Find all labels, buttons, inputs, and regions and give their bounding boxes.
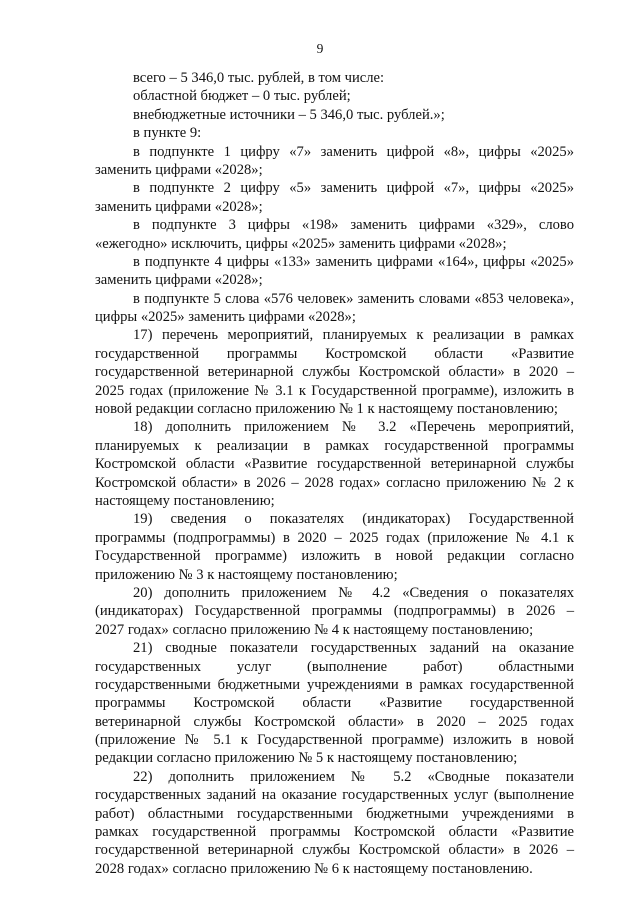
text-line: «ежегодно» исключить, цифры «2025» заменить цифрами «2028»;	[95, 235, 507, 252]
document-body	[95, 69, 574, 878]
text-line: новой редакции согласно приложению № 1 к настоящему постановлению;	[95, 401, 558, 418]
text-line: государственной ветеринарной службы Костромской области» в 2020 –	[95, 364, 574, 381]
text-line: (индикаторах) Государственной программы (подпрограммы) в 2026 –	[95, 603, 574, 620]
text-line: редакции согласно приложению № 5 к настоящему постановлению;	[95, 750, 518, 767]
text-line: 21) сводные показатели государственных заданий на оказание	[133, 640, 574, 657]
text-line: 18) дополнить приложением № 3.2 «Перечень мероприятий,	[133, 419, 574, 436]
text-line: всего – 5 346,0 тыс. рублей, в том числе:	[133, 70, 385, 86]
text-line: государственными бюджетными учреждениями в рамках государственной	[95, 676, 574, 693]
text-line: 17) перечень мероприятий, планируемых к реализации в рамках	[133, 327, 574, 344]
page-number: 9	[316, 41, 324, 56]
text-line: Костромской области «Развитие государственной ветеринарной службы	[95, 456, 574, 473]
text-line: в подпункте 5 слова «576 человек» заменить словами «853 человека»,	[133, 290, 574, 307]
text-line: Государственной программе) изложить в новой редакции согласно	[95, 548, 574, 565]
text-line: 2025 годах (приложение № 3.1 к Государственной программе), изложить в	[95, 382, 574, 399]
text-line: рамках государственной программы Костромской области «Развитие	[95, 824, 574, 841]
text-line: 2028 годах» согласно приложению № 6 к настоящему постановлению.	[95, 860, 533, 877]
text-line: государственной ветеринарной службы Костромской области» в 2026 –	[95, 842, 574, 859]
text-line: 19) сведения о показателях (индикаторах) Государственной	[133, 511, 574, 528]
text-line: внебюджетные источники – 5 346,0 тыс. рублей.»;	[133, 106, 445, 123]
text-line: областной бюджет – 0 тыс. рублей;	[133, 88, 351, 105]
text-line: государственных заданий на оказание государственных услуг (выполнение	[95, 787, 574, 804]
text-line: в пункте 9:	[133, 125, 202, 142]
text-line: 20) дополнить приложением № 4.2 «Сведения о показателях	[133, 584, 574, 601]
text-line: заменить цифрами «2028»;	[95, 198, 263, 215]
text-line: заменить цифрами «2028»;	[95, 272, 263, 289]
text-line: в подпункте 1 цифру «7» заменить цифрой «8», цифры «2025»	[133, 143, 574, 160]
text-line: (приложение № 5.1 к Государственной программе) изложить в новой	[95, 732, 574, 749]
text-line: цифры «2025» заменить цифрами «2028»;	[95, 309, 356, 326]
text-line: в подпункте 3 цифры «198» заменить цифрами «329», слово	[133, 217, 574, 234]
text-line: планируемых к реализации в рамках государственной программы	[95, 437, 574, 454]
text-line: 22) дополнить приложением № 5.2 «Сводные показатели	[133, 768, 574, 785]
text-line: государственной программы Костромской области «Развитие	[95, 345, 574, 362]
text-line: в подпункте 2 цифру «5» заменить цифрой «7», цифры «2025»	[133, 180, 574, 197]
text-line: Костромской области» в 2026 – 2028 годах» согласно приложению № 2 к	[95, 474, 574, 491]
text-line: настоящему постановлению;	[95, 492, 275, 509]
text-line: ветеринарной службы Костромской области» в 2020 – 2025 годах	[95, 713, 574, 730]
text-line: 2027 годах» согласно приложению № 4 к настоящему постановлению;	[95, 621, 534, 638]
text-line: программы (подпрограммы) в 2020 – 2025 годах (приложение № 4.1 к	[95, 529, 574, 546]
text-line: работ) областными государственными бюджетными учреждениями в	[95, 805, 574, 822]
text-line: программы Костромской области «Развитие государственной	[95, 695, 574, 712]
text-line: государственных услуг (выполнение работ) областными	[95, 658, 574, 675]
text-line: в подпункте 4 цифры «133» заменить цифрами «164», цифры «2025»	[133, 253, 574, 270]
text-line: заменить цифрами «2028»;	[95, 161, 263, 178]
text-line: приложению № 3 к настоящему постановлению;	[95, 566, 398, 583]
